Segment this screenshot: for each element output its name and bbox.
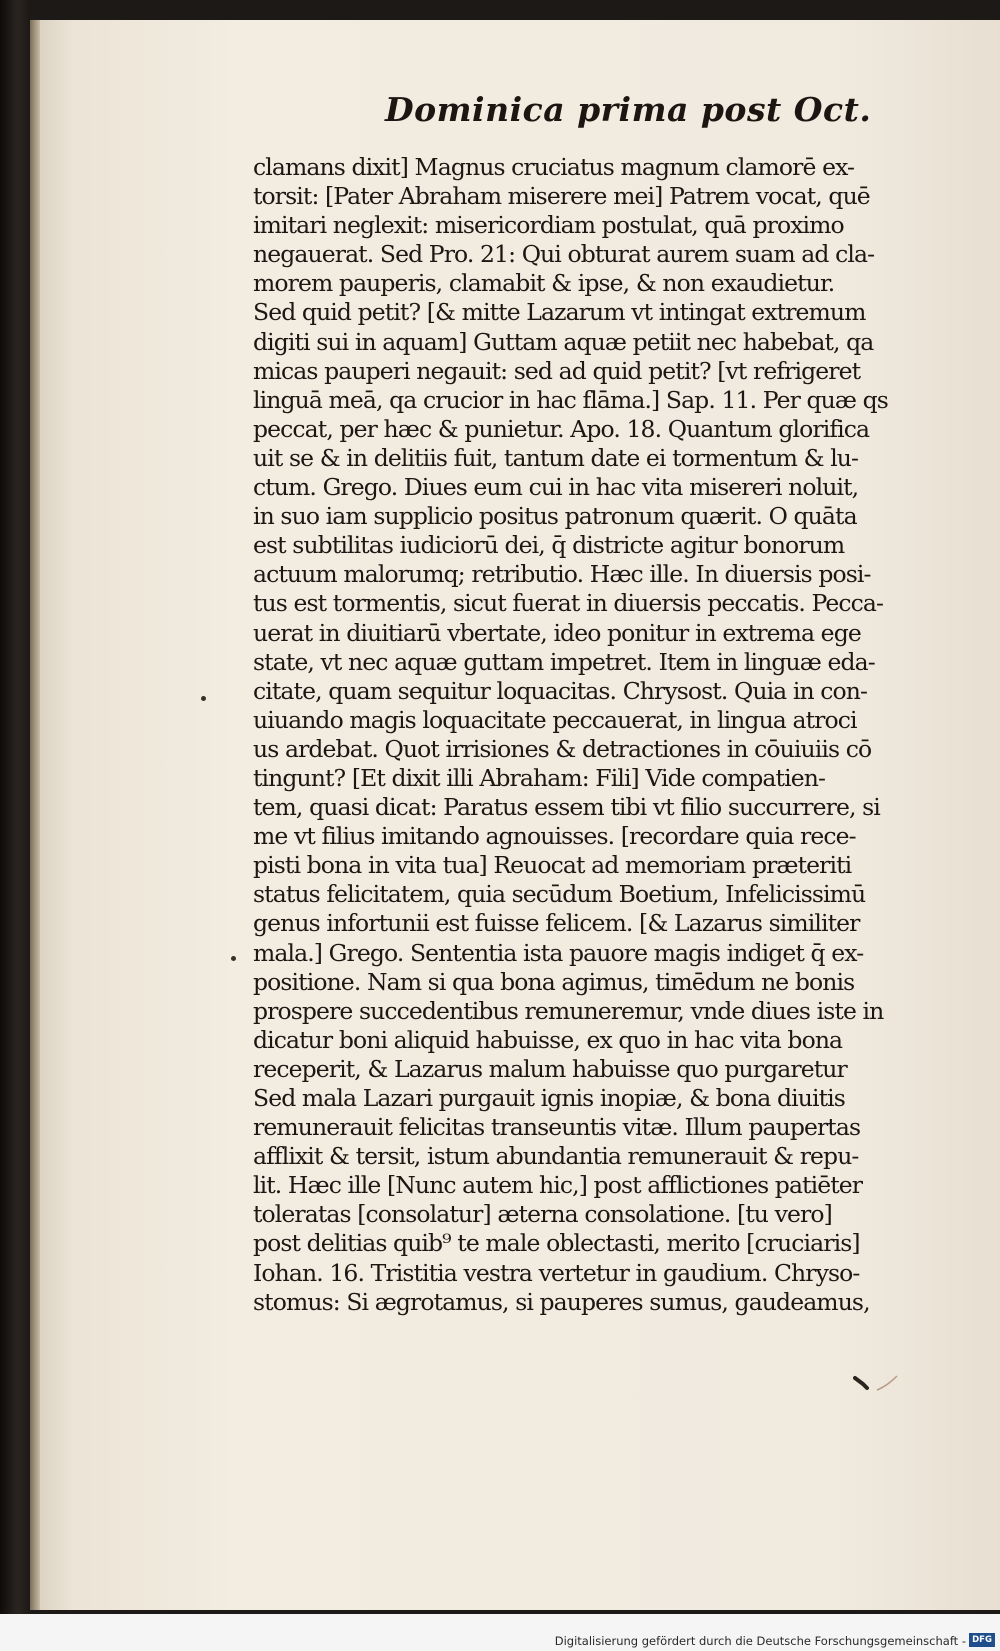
- text-line: us ardebat. Quot irrisiones & detractiones in cōuiuiis cō: [253, 734, 872, 763]
- text-line: uit se & in delitiis fuit, tantum date ei tormentum & lu-: [253, 443, 859, 472]
- dfg-logo: DFG: [969, 1633, 995, 1647]
- text-line: pisti bona in vita tua] Reuocat ad memoriam præteriti: [253, 851, 852, 880]
- text-line: uiuando magis loquacitate peccauerat, in lingua atroci: [253, 705, 857, 734]
- text-line: uerat in diuitiarū vbertate, ideo ponitur in extrema ege: [253, 618, 861, 647]
- text-line: lit. Hæc ille [Nunc autem hic,] post afflictiones patiēter: [253, 1171, 863, 1200]
- text-line: linguā meā, qa crucior in hac flāma.] Sap. 11. Per quæ qs: [253, 385, 888, 414]
- margin-mark: [231, 956, 236, 961]
- margin-mark: [201, 696, 206, 701]
- text-line: Sed mala Lazari purgauit ignis inopiæ, & bona diuitis: [253, 1084, 845, 1112]
- text-line: tem, quasi dicat: Paratus essem tibi vt filio succurrere, si: [253, 793, 880, 822]
- text-line: ctum. Grego. Diues eum cui in hac vita misereri noluit,: [253, 473, 859, 502]
- text-line: me vt filius imitando agnouisses. [recordare quia rece-: [253, 822, 856, 851]
- text-line: digiti sui in aquam] Guttam aquæ petiit nec habebat, qa: [253, 327, 874, 356]
- text-line: actuum malorumq; retributio. Hæc ille. In diuersis posi-: [253, 560, 871, 589]
- text-line: clamans dixit] Magnus cruciatus magnum clamorē ex-: [253, 153, 855, 181]
- text-line: genus infortunii est fuisse felicem. [& Lazarus similiter: [253, 909, 860, 938]
- text-line: morem pauperis, clamabit & ipse, & non exaudietur.: [253, 269, 835, 298]
- running-head: Dominica prima post Oct.: [385, 90, 872, 129]
- text-line: mala.] Grego. Sententia ista pauore magis indiget q̄ ex-: [253, 938, 864, 967]
- page-gutter-edge: [30, 20, 40, 1610]
- text-line: receperit, & Lazarus malum habuisse quo purgaretur: [253, 1054, 847, 1083]
- text-line: peccat, per hæc & punietur. Apo. 18. Quantum glorifica: [253, 414, 870, 443]
- digitization-credit: Digitalisierung gefördert durch die Deutsche Forschungsgemeinschaft -: [554, 1634, 966, 1648]
- body-text: [253, 153, 923, 1317]
- text-line: citate, quam sequitur loquacitas. Chrysost. Quia in con-: [253, 676, 868, 705]
- text-line: stomus: Si ægrotamus, si pauperes sumus, gaudeamus,: [253, 1287, 870, 1316]
- text-line: imitari neglexit: misericordiam postulat, quā proximo: [253, 211, 844, 240]
- text-line: tingunt? [Et dixit illi Abraham: Fili] Vide compatien-: [253, 763, 825, 792]
- text-line: post delitias quib⁹ te male oblectasti, merito [cruciaris]: [253, 1229, 860, 1258]
- text-line: negauerat. Sed Pro. 21: Qui obturat aurem suam ad cla-: [253, 240, 875, 269]
- text-line: dicatur boni aliquid habuisse, ex quo in hac vita bona: [253, 1025, 843, 1054]
- text-line: prospere succedentibus remuneremur, vnde diues iste in: [253, 996, 884, 1025]
- text-line: status felicitatem, quia secūdum Boetium, Infelicissimū: [253, 880, 866, 909]
- text-line: torsit: [Pater Abraham miserere mei] Patrem vocat, quē: [253, 182, 870, 211]
- text-line: positione. Nam si qua bona agimus, timēdum ne bonis: [253, 967, 855, 996]
- text-line: state, vt nec aquæ guttam impetret. Item in linguæ eda-: [253, 647, 875, 676]
- ink-smudge: [853, 1372, 903, 1402]
- text-line: tus est tormentis, sicut fuerat in diuersis peccatis. Pecca-: [253, 589, 884, 618]
- text-line: micas pauperi negauit: sed ad quid petit? [vt refrigeret: [253, 356, 861, 385]
- text-line: toleratas [consolatur] æterna consolatione. [tu vero]: [253, 1200, 832, 1229]
- text-line: Iohan. 16. Tristitia vestra vertetur in gaudium. Chryso-: [253, 1258, 860, 1287]
- text-line: in suo iam supplicio positus patronum quærit. O quāta: [253, 502, 857, 531]
- text-line: Sed quid petit? [& mitte Lazarum vt intingat extremum: [253, 298, 866, 327]
- text-line: remunerauit felicitas transeuntis vitæ. Illum paupertas: [253, 1113, 861, 1142]
- text-line: est subtilitas iudiciorū dei, q̄ districte agitur bonorum: [253, 531, 845, 560]
- text-line: afflixit & tersit, istum abundantia remunerauit & repu-: [253, 1142, 859, 1171]
